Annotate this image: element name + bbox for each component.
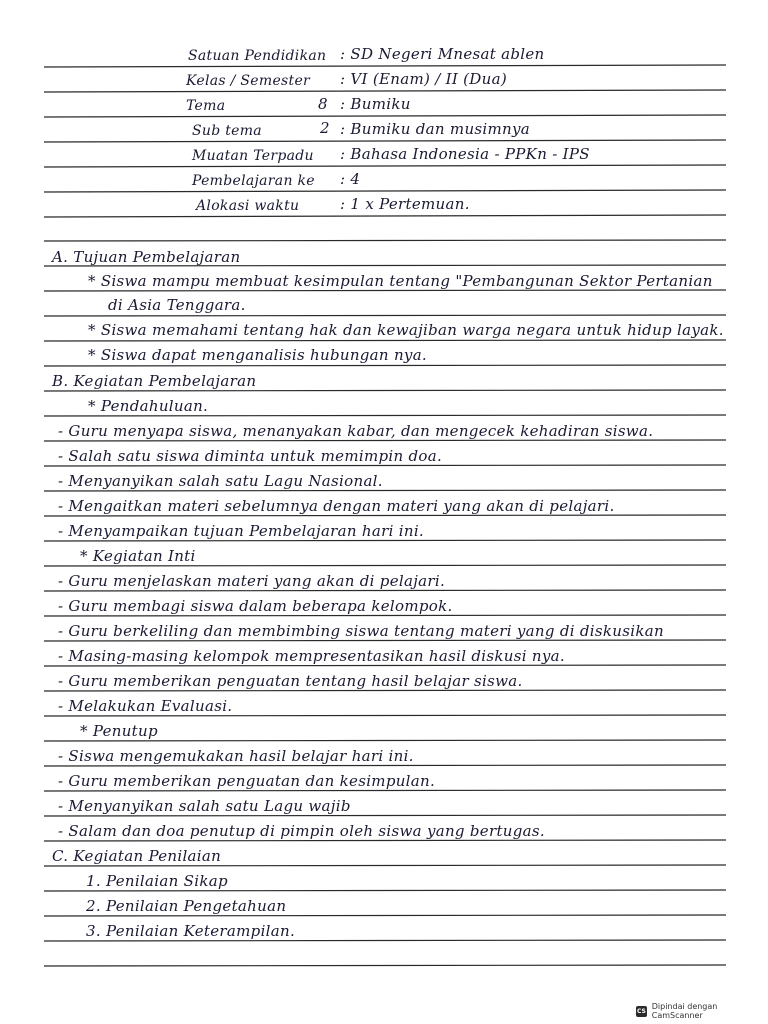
satuan-label: Satuan Pendidikan [188, 48, 327, 64]
rule-line [44, 115, 726, 117]
penutup-subheading: * Penutup [80, 722, 158, 740]
pembelajaran-value: : 4 [340, 170, 361, 188]
watermark-text: Dipindai dengan CamScanner [651, 1002, 718, 1020]
inti-subheading: * Kegiatan Inti [80, 547, 196, 565]
inti-item: - Masing-masing kelompok mempresentasikan hasil diskusi nya. [58, 647, 565, 665]
tema-number: 8 [318, 95, 328, 113]
kelas-value: : VI (Enam) / II (Dua) [340, 70, 507, 88]
rule-line [44, 190, 726, 192]
rule-line [44, 865, 726, 866]
rule-line [44, 590, 726, 591]
kelas-label: Kelas / Semester [186, 73, 311, 89]
pendahuluan-subheading: * Pendahuluan. [88, 397, 209, 415]
rule-line [44, 740, 726, 741]
penilaian-heading: C. Kegiatan Penilaian [52, 847, 222, 865]
rule-line [44, 240, 726, 241]
muatan-label: Muatan Terpadu [192, 148, 314, 164]
kegiatan-heading: B. Kegiatan Pembelajaran [52, 372, 257, 390]
muatan-value: : Bahasa Indonesia - PPKn - IPS [340, 145, 590, 163]
rule-line [44, 440, 726, 441]
tujuan-item: * Siswa dapat menganalisis hubungan nya. [88, 346, 428, 364]
camscanner-icon: CS [636, 1007, 646, 1015]
subtema-value: : Bumiku dan musimnya [340, 120, 530, 138]
rule-line [44, 90, 726, 92]
rule-line [44, 565, 726, 566]
penilaian-item: 2. Penilaian Pengetahuan [86, 897, 287, 915]
alokasi-value: : 1 x Pertemuan. [340, 195, 470, 213]
rule-line [44, 540, 726, 541]
rule-line [44, 515, 726, 516]
rule-line [44, 340, 726, 341]
pendahuluan-item: - Menyanyikan salah satu Lagu Nasional. [58, 472, 383, 490]
penutup-item: - Menyanyikan salah satu Lagu wajib [58, 797, 351, 815]
inti-item: - Guru membagi siswa dalam beberapa kelompok. [58, 597, 453, 615]
tema-label: Tema [186, 98, 226, 114]
rule-line [44, 790, 726, 791]
penilaian-item: 1. Penilaian Sikap [86, 872, 228, 890]
subtema-number: 2 [320, 119, 330, 137]
rule-line [44, 665, 726, 666]
rule-line [44, 890, 726, 891]
penutup-item: - Guru memberikan penguatan dan kesimpulan. [58, 772, 436, 790]
rule-line [44, 940, 726, 941]
rule-line [44, 165, 726, 167]
inti-item: - Melakukan Evaluasi. [58, 697, 233, 715]
pembelajaran-label: Pembelajaran ke [192, 173, 315, 189]
rule-line [44, 215, 726, 217]
rule-line [44, 390, 726, 391]
rule-line [44, 815, 726, 816]
rule-line [44, 690, 726, 691]
tujuan-item: * Siswa memahami tentang hak dan kewajiban warga negara untuk hidup layak. [88, 321, 724, 339]
scanner-watermark [636, 1002, 768, 1020]
rule-line [44, 140, 726, 142]
rule-line [44, 65, 726, 67]
inti-item: - Guru menjelaskan materi yang akan di pelajari. [58, 572, 446, 590]
penilaian-item: 3. Penilaian Keterampilan. [86, 922, 296, 940]
pendahuluan-item: - Mengaitkan materi sebelumnya dengan materi yang akan di pelajari. [58, 497, 615, 515]
rule-line [44, 840, 726, 841]
alokasi-label: Alokasi waktu [196, 198, 300, 214]
rule-line [44, 315, 726, 316]
rule-line [44, 765, 726, 766]
inti-item: - Guru berkeliling dan membimbing siswa tentang materi yang di diskusikan [58, 622, 664, 640]
rule-line [44, 490, 726, 491]
rule-line [44, 640, 726, 641]
rule-line [44, 365, 726, 366]
pendahuluan-item: - Guru menyapa siswa, menanyakan kabar, dan mengecek kehadiran siswa. [58, 422, 654, 440]
rule-line [44, 715, 726, 716]
inti-item: - Guru memberikan penguatan tentang hasil belajar siswa. [58, 672, 523, 690]
rule-line [44, 965, 726, 966]
satuan-value: : SD Negeri Mnesat ablen [340, 45, 545, 63]
subtema-label: Sub tema [192, 123, 262, 139]
tema-value: : Bumiku [340, 95, 411, 113]
rule-line [44, 915, 726, 916]
pendahuluan-item: - Salah satu siswa diminta untuk memimpin doa. [58, 447, 443, 465]
rule-line [44, 615, 726, 616]
pendahuluan-item: - Menyampaikan tujuan Pembelajaran hari ini. [58, 522, 424, 540]
rule-line [44, 415, 726, 416]
rule-line [44, 290, 726, 291]
tujuan-item: di Asia Tenggara. [108, 296, 246, 314]
penutup-item: - Salam dan doa penutup di pimpin oleh siswa yang bertugas. [58, 822, 545, 840]
rule-line [44, 465, 726, 466]
tujuan-heading: A. Tujuan Pembelajaran [52, 248, 241, 266]
penutup-item: - Siswa mengemukakan hasil belajar hari ini. [58, 747, 414, 765]
tujuan-item: * Siswa mampu membuat kesimpulan tentang "Pembangunan Sektor Pertanian [88, 272, 713, 290]
